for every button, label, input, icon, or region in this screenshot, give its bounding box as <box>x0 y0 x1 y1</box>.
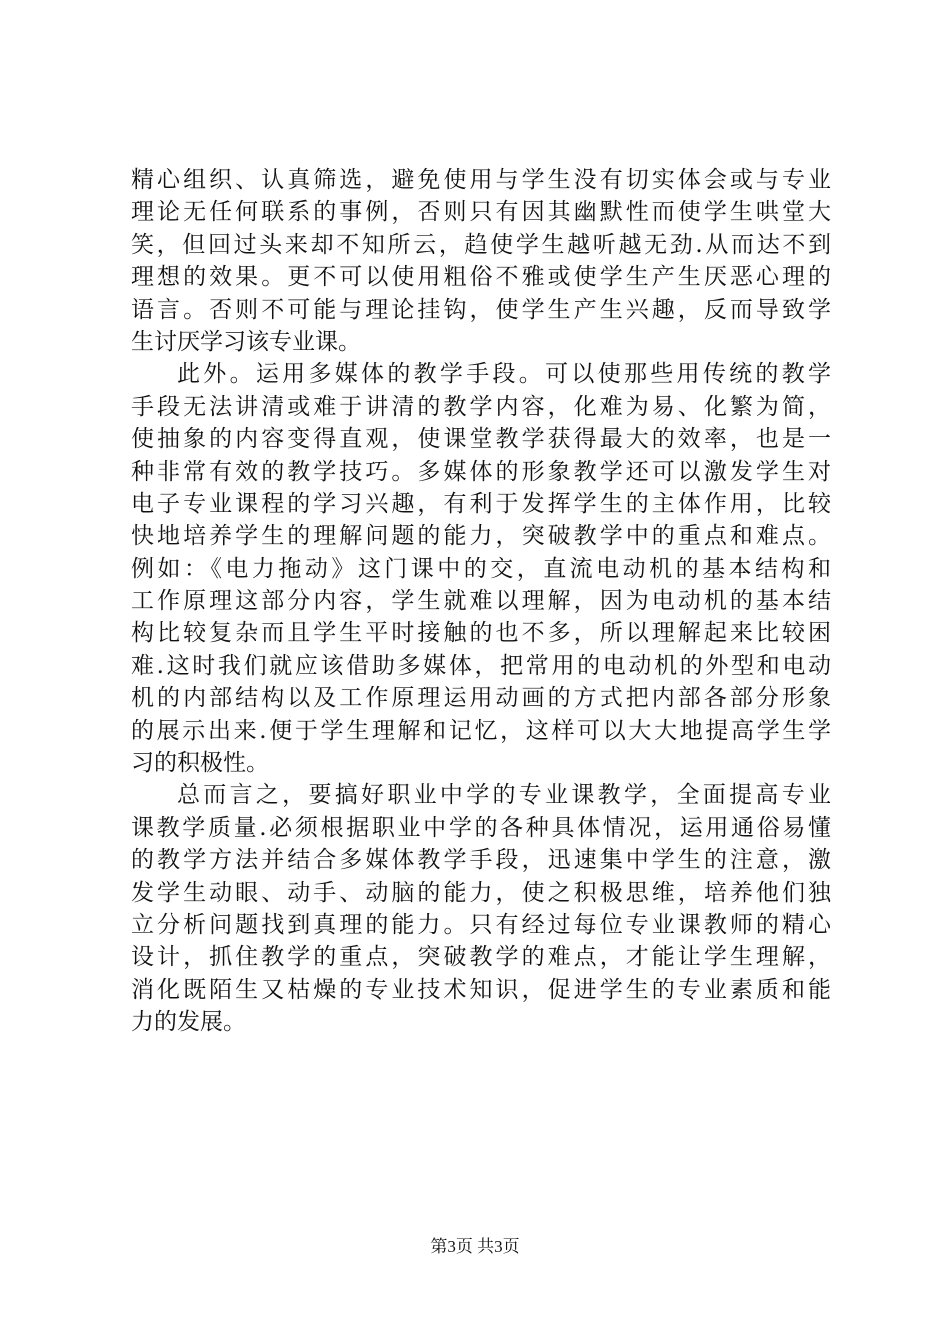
text-line: 使抽象的内容变得直观，使课堂教学获得最大的效率，也是一 <box>131 426 831 453</box>
text-line: 难.这时我们就应该借助多媒体，把常用的电动机的外型和电动 <box>131 652 831 679</box>
text-line: 笑，但回过头来却不知所云，趋使学生越听越无劲.从而达不到 <box>131 231 831 258</box>
text-line: 理想的效果。更不可以使用粗俗不雅或使学生产生厌恶心理的 <box>131 264 831 291</box>
text-line: 构比较复杂而且学生平时接触的也不多，所以理解起来比较困 <box>131 620 831 647</box>
text-line: 生讨厌学习该专业课。 <box>131 328 361 355</box>
document-body <box>131 164 831 1039</box>
text-line: 工作原理这部分内容，学生就难以理解，因为电动机的基本结 <box>131 588 831 615</box>
text-line: 总而言之，要搞好职业中学的专业课教学，全面提高专业 <box>177 782 831 809</box>
text-line: 种非常有效的教学技巧。多媒体的形象教学还可以激发学生对 <box>131 458 831 485</box>
text-line: 发学生动眼、动手、动脑的能力，使之积极思维，培养他们独 <box>131 879 831 906</box>
text-line: 例如：《电力拖动》这门课中的交，直流电动机的基本结构和 <box>131 555 831 582</box>
text-line: 语言。否则不可能与理论挂钩，使学生产生兴趣，反而导致学 <box>131 296 831 323</box>
text-line: 精心组织、认真筛选，避免使用与学生没有切实体会或与专业 <box>131 167 831 193</box>
text-line: 的展示出来.便于学生理解和记忆，这样可以大大地提高学生学 <box>131 717 831 744</box>
text-line: 力的发展。 <box>131 1009 246 1036</box>
text-line: 手段无法讲清或难于讲清的教学内容，化难为易、化繁为简， <box>131 393 831 420</box>
text-line: 习的积极性。 <box>131 750 269 777</box>
text-line: 此外。运用多媒体的教学手段。可以使那些用传统的教学 <box>177 361 831 388</box>
page-number-footer: 第3页 共3页 <box>430 1237 520 1256</box>
text-line: 电子专业课程的学习兴趣，有利于发挥学生的主体作用，比较 <box>131 490 831 517</box>
text-line: 课教学质量.必须根据职业中学的各种具体情况，运用通俗易懂 <box>131 814 831 841</box>
text-line: 消化既陌生又枯燥的专业技术知识，促进学生的专业素质和能 <box>131 976 831 1003</box>
text-line: 理论无任何联系的事例，否则只有因其幽默性而使学生哄堂大 <box>131 199 831 226</box>
text-line: 立分析问题找到真理的能力。只有经过每位专业课教师的精心 <box>131 911 831 938</box>
text-line: 快地培养学生的理解问题的能力，突破教学中的重点和难点。 <box>131 523 831 550</box>
text-line: 的教学方法并结合多媒体教学手段，迅速集中学生的注意，激 <box>131 847 831 874</box>
text-line: 机的内部结构以及工作原理运用动画的方式把内部各部分形象 <box>131 685 831 712</box>
text-line: 设计，抓住教学的重点，突破教学的难点，才能让学生理解， <box>131 944 831 971</box>
